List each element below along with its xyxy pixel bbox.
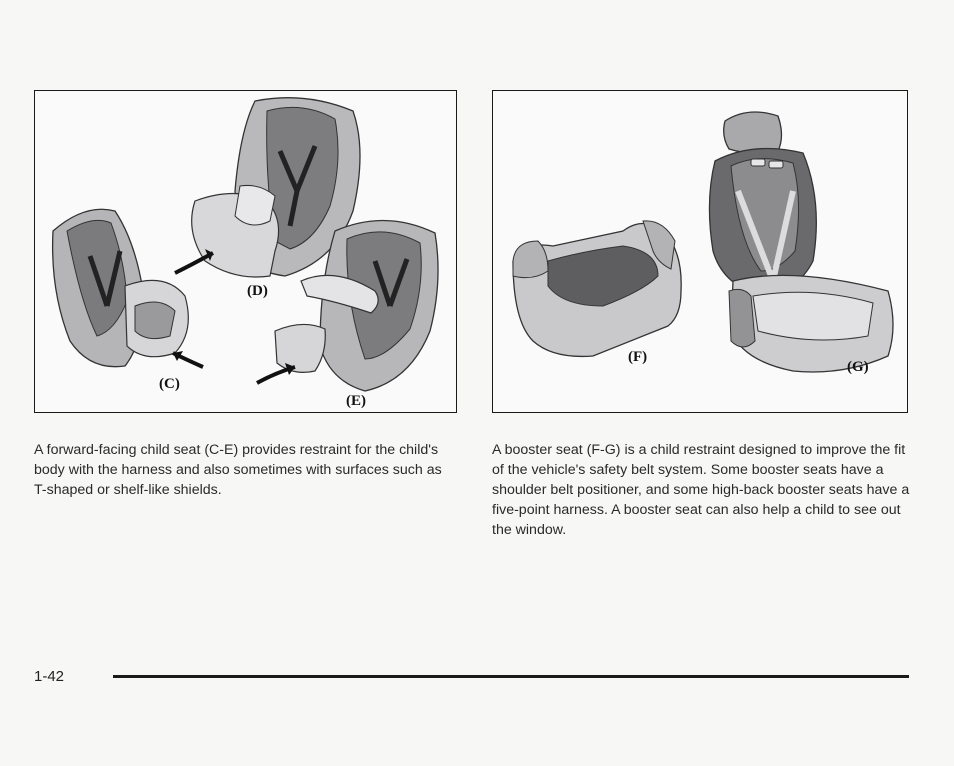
figure-label-f: (F) [628, 349, 648, 365]
footer-rule [113, 675, 909, 678]
booster-seats-illustration [493, 91, 908, 413]
seat-f-illustration [513, 221, 681, 357]
page-number: 1-42 [34, 668, 65, 685]
figure-label-d: (D) [247, 283, 268, 299]
forward-facing-seats-illustration [35, 91, 457, 413]
seat-c-illustration [53, 209, 189, 366]
figure-label-g: (G) [847, 359, 869, 375]
figure-label-c: (C) [159, 376, 180, 392]
figure-forward-facing-seats [34, 90, 457, 413]
forward-facing-seat-description: A forward-facing child seat (C-E) provides restraint for the child's body with the harness and also sometimes with surfaces such as T-shaped or shelf-like shields. [34, 442, 442, 498]
booster-seat-description: A booster seat (F-G) is a child restraint designed to improve the fit of the vehicle's safety belt system. Some booster seats have a shoulder belt positioner, and some high-back booster seats have a five-point harness. A booster seat can also help a child to see out the window. [492, 442, 910, 538]
figure-booster-seats [492, 90, 908, 413]
seat-g-illustration [709, 112, 893, 372]
figure-label-e: (E) [346, 393, 366, 409]
